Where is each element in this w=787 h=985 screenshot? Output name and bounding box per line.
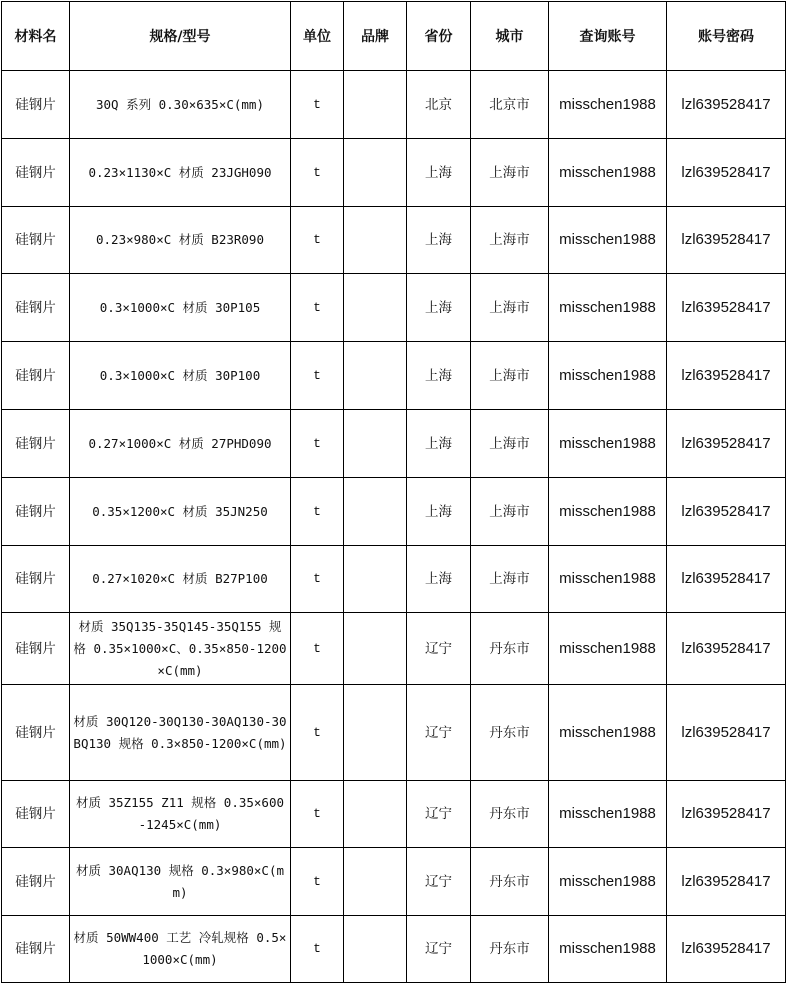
password-cell: lzl639528417 [667, 139, 786, 207]
table-body [2, 71, 786, 983]
password-cell: lzl639528417 [667, 613, 786, 685]
spec-cell: 0.3×1000×C 材质 30P100 [70, 342, 291, 410]
province-cell: 北京 [407, 71, 471, 139]
brand-cell [344, 342, 407, 410]
unit-cell: t [291, 342, 344, 410]
material-cell: 硅钢片 [2, 478, 70, 546]
material-cell: 硅钢片 [2, 848, 70, 916]
account-cell: misschen1988 [549, 781, 667, 848]
province-cell: 上海 [407, 546, 471, 613]
material-cell: 硅钢片 [2, 342, 70, 410]
header-unit: 单位 [291, 2, 344, 71]
brand-cell [344, 71, 407, 139]
password-cell: lzl639528417 [667, 478, 786, 546]
material-cell: 硅钢片 [2, 781, 70, 848]
password-cell: lzl639528417 [667, 410, 786, 478]
unit-cell: t [291, 916, 344, 983]
unit-cell: t [291, 613, 344, 685]
spec-cell: 0.35×1200×C 材质 35JN250 [70, 478, 291, 546]
password-cell: lzl639528417 [667, 342, 786, 410]
unit-cell: t [291, 781, 344, 848]
brand-cell [344, 848, 407, 916]
table-row [2, 685, 786, 781]
province-cell: 辽宁 [407, 685, 471, 781]
city-cell: 丹东市 [471, 916, 549, 983]
brand-cell [344, 410, 407, 478]
header-row [2, 2, 786, 71]
account-cell: misschen1988 [549, 685, 667, 781]
province-cell: 辽宁 [407, 916, 471, 983]
account-cell: misschen1988 [549, 139, 667, 207]
account-cell: misschen1988 [549, 71, 667, 139]
spec-cell: 0.23×1130×C 材质 23JGH090 [70, 139, 291, 207]
province-cell: 辽宁 [407, 781, 471, 848]
materials-table [1, 1, 786, 983]
city-cell: 上海市 [471, 139, 549, 207]
spec-cell: 材质 30Q120-30Q130-30AQ130-30BQ130 规格 0.3×850-1200×C(mm) [70, 685, 291, 781]
header-brand: 品牌 [344, 2, 407, 71]
spec-cell: 材质 35Q135-35Q145-35Q155 规格 0.35×1000×C、0.35×850-1200×C(mm) [70, 613, 291, 685]
material-cell: 硅钢片 [2, 410, 70, 478]
account-cell: misschen1988 [549, 410, 667, 478]
password-cell: lzl639528417 [667, 916, 786, 983]
account-cell: misschen1988 [549, 546, 667, 613]
account-cell: misschen1988 [549, 848, 667, 916]
unit-cell: t [291, 410, 344, 478]
brand-cell [344, 781, 407, 848]
account-cell: misschen1988 [549, 342, 667, 410]
city-cell: 上海市 [471, 410, 549, 478]
province-cell: 上海 [407, 410, 471, 478]
brand-cell [344, 139, 407, 207]
city-cell: 上海市 [471, 478, 549, 546]
spec-cell: 材质 30AQ130 规格 0.3×980×C(mm) [70, 848, 291, 916]
unit-cell: t [291, 274, 344, 342]
unit-cell: t [291, 207, 344, 274]
unit-cell: t [291, 139, 344, 207]
brand-cell [344, 478, 407, 546]
header-password: 账号密码 [667, 2, 786, 71]
password-cell: lzl639528417 [667, 274, 786, 342]
province-cell: 上海 [407, 274, 471, 342]
account-cell: misschen1988 [549, 274, 667, 342]
spec-cell: 30Q 系列 0.30×635×C(mm) [70, 71, 291, 139]
material-cell: 硅钢片 [2, 613, 70, 685]
material-cell: 硅钢片 [2, 546, 70, 613]
header-city: 城市 [471, 2, 549, 71]
spec-cell: 材质 50WW400 工艺 冷轧规格 0.5×1000×C(mm) [70, 916, 291, 983]
account-cell: misschen1988 [549, 916, 667, 983]
material-cell: 硅钢片 [2, 274, 70, 342]
province-cell: 上海 [407, 478, 471, 546]
spec-cell: 0.3×1000×C 材质 30P105 [70, 274, 291, 342]
table-row [2, 781, 786, 848]
city-cell: 丹东市 [471, 685, 549, 781]
table-row [2, 546, 786, 613]
province-cell: 辽宁 [407, 613, 471, 685]
material-cell: 硅钢片 [2, 71, 70, 139]
brand-cell [344, 546, 407, 613]
table-row [2, 848, 786, 916]
table-row [2, 207, 786, 274]
password-cell: lzl639528417 [667, 781, 786, 848]
spec-cell: 0.23×980×C 材质 B23R090 [70, 207, 291, 274]
table-row [2, 139, 786, 207]
password-cell: lzl639528417 [667, 71, 786, 139]
city-cell: 上海市 [471, 207, 549, 274]
brand-cell [344, 685, 407, 781]
unit-cell: t [291, 685, 344, 781]
material-cell: 硅钢片 [2, 139, 70, 207]
account-cell: misschen1988 [549, 478, 667, 546]
province-cell: 上海 [407, 139, 471, 207]
brand-cell [344, 207, 407, 274]
material-cell: 硅钢片 [2, 916, 70, 983]
password-cell: lzl639528417 [667, 685, 786, 781]
spec-cell: 0.27×1000×C 材质 27PHD090 [70, 410, 291, 478]
header-spec: 规格/型号 [70, 2, 291, 71]
spec-cell: 0.27×1020×C 材质 B27P100 [70, 546, 291, 613]
unit-cell: t [291, 478, 344, 546]
brand-cell [344, 274, 407, 342]
table-row [2, 916, 786, 983]
city-cell: 上海市 [471, 274, 549, 342]
table-row [2, 342, 786, 410]
table-row [2, 410, 786, 478]
city-cell: 上海市 [471, 546, 549, 613]
password-cell: lzl639528417 [667, 207, 786, 274]
brand-cell [344, 613, 407, 685]
table-row [2, 478, 786, 546]
city-cell: 上海市 [471, 342, 549, 410]
province-cell: 辽宁 [407, 848, 471, 916]
table-row [2, 613, 786, 685]
unit-cell: t [291, 848, 344, 916]
unit-cell: t [291, 546, 344, 613]
header-account: 查询账号 [549, 2, 667, 71]
province-cell: 上海 [407, 342, 471, 410]
material-cell: 硅钢片 [2, 207, 70, 274]
table-row [2, 274, 786, 342]
material-cell: 硅钢片 [2, 685, 70, 781]
city-cell: 丹东市 [471, 613, 549, 685]
unit-cell: t [291, 71, 344, 139]
password-cell: lzl639528417 [667, 848, 786, 916]
brand-cell [344, 916, 407, 983]
city-cell: 丹东市 [471, 781, 549, 848]
account-cell: misschen1988 [549, 207, 667, 274]
spec-cell: 材质 35Z155 Z11 规格 0.35×600-1245×C(mm) [70, 781, 291, 848]
province-cell: 上海 [407, 207, 471, 274]
header-province: 省份 [407, 2, 471, 71]
city-cell: 北京市 [471, 71, 549, 139]
account-cell: misschen1988 [549, 613, 667, 685]
table-row [2, 71, 786, 139]
password-cell: lzl639528417 [667, 546, 786, 613]
header-material: 材料名 [2, 2, 70, 71]
city-cell: 丹东市 [471, 848, 549, 916]
